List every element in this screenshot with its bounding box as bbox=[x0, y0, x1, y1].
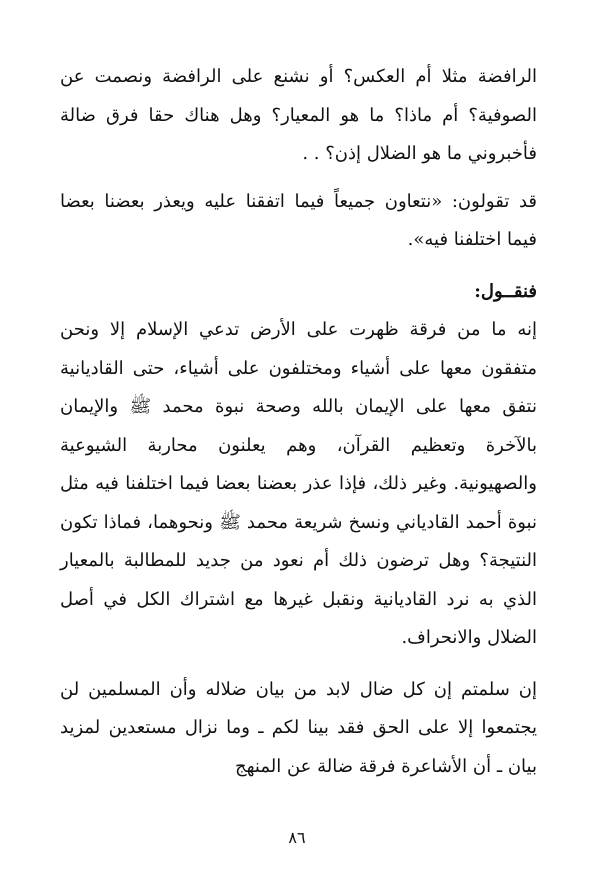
subheading: فنقــول: bbox=[474, 280, 537, 302]
page-body bbox=[60, 58, 537, 786]
paragraph-3: إنه ما من فرقة ظهرت على الأرض تدعي الإسلام إلا ونحن متفقون معها على أشياء ومختلفون على أشياء، حتى القاديانية نتفق معها على الإيمان بالله وصحة نبوة محمد ﷺ والإيمان بالآخرة وتعظيم القرآن، وهم يعلنون محاربة الشيوعية والصهيونية. وغير ذلك، فإذا عذر بعضنا بعضا فيما اختلفنا فيه مثل نبوة أحمد القادياني ونسخ شريعة محمد ﷺ ونحوهما، فماذا تكون النتيجة؟ وهل ترضون ذلك أم نعود من جديد للمطالبة بالمعيار الذي به نرد القاديانية ونقبل غيرها مع اشتراك الكل في أصل الضلال والانحراف. bbox=[60, 319, 537, 648]
paragraph-4: إن سلمتم إن كل ضال لابد من بيان ضلاله وأن المسلمين لن يجتمعوا إلا على الحق فقد بينا لكم ـ وما نزال مستعدين لمزيد بيان ـ أن الأشاعرة فرقة ضالة عن المنهج bbox=[60, 678, 537, 777]
paragraph-1: الرافضة مثلا أم العكس؟ أو نشنع على الرافضة ونصمت عن الصوفية؟ أم ماذا؟ ما هو المعيار؟ وهل هناك حقا فرق ضالة فأخبروني ما هو الضلال إذن؟ . . bbox=[60, 66, 537, 164]
paragraph-2: قد تقولون: «نتعاون جميعاً فيما اتفقنا عليه ويعذر بعضنا بعضا فيما اختلفنا فيه». bbox=[60, 190, 537, 250]
page-number: ٨٦ bbox=[288, 828, 306, 847]
